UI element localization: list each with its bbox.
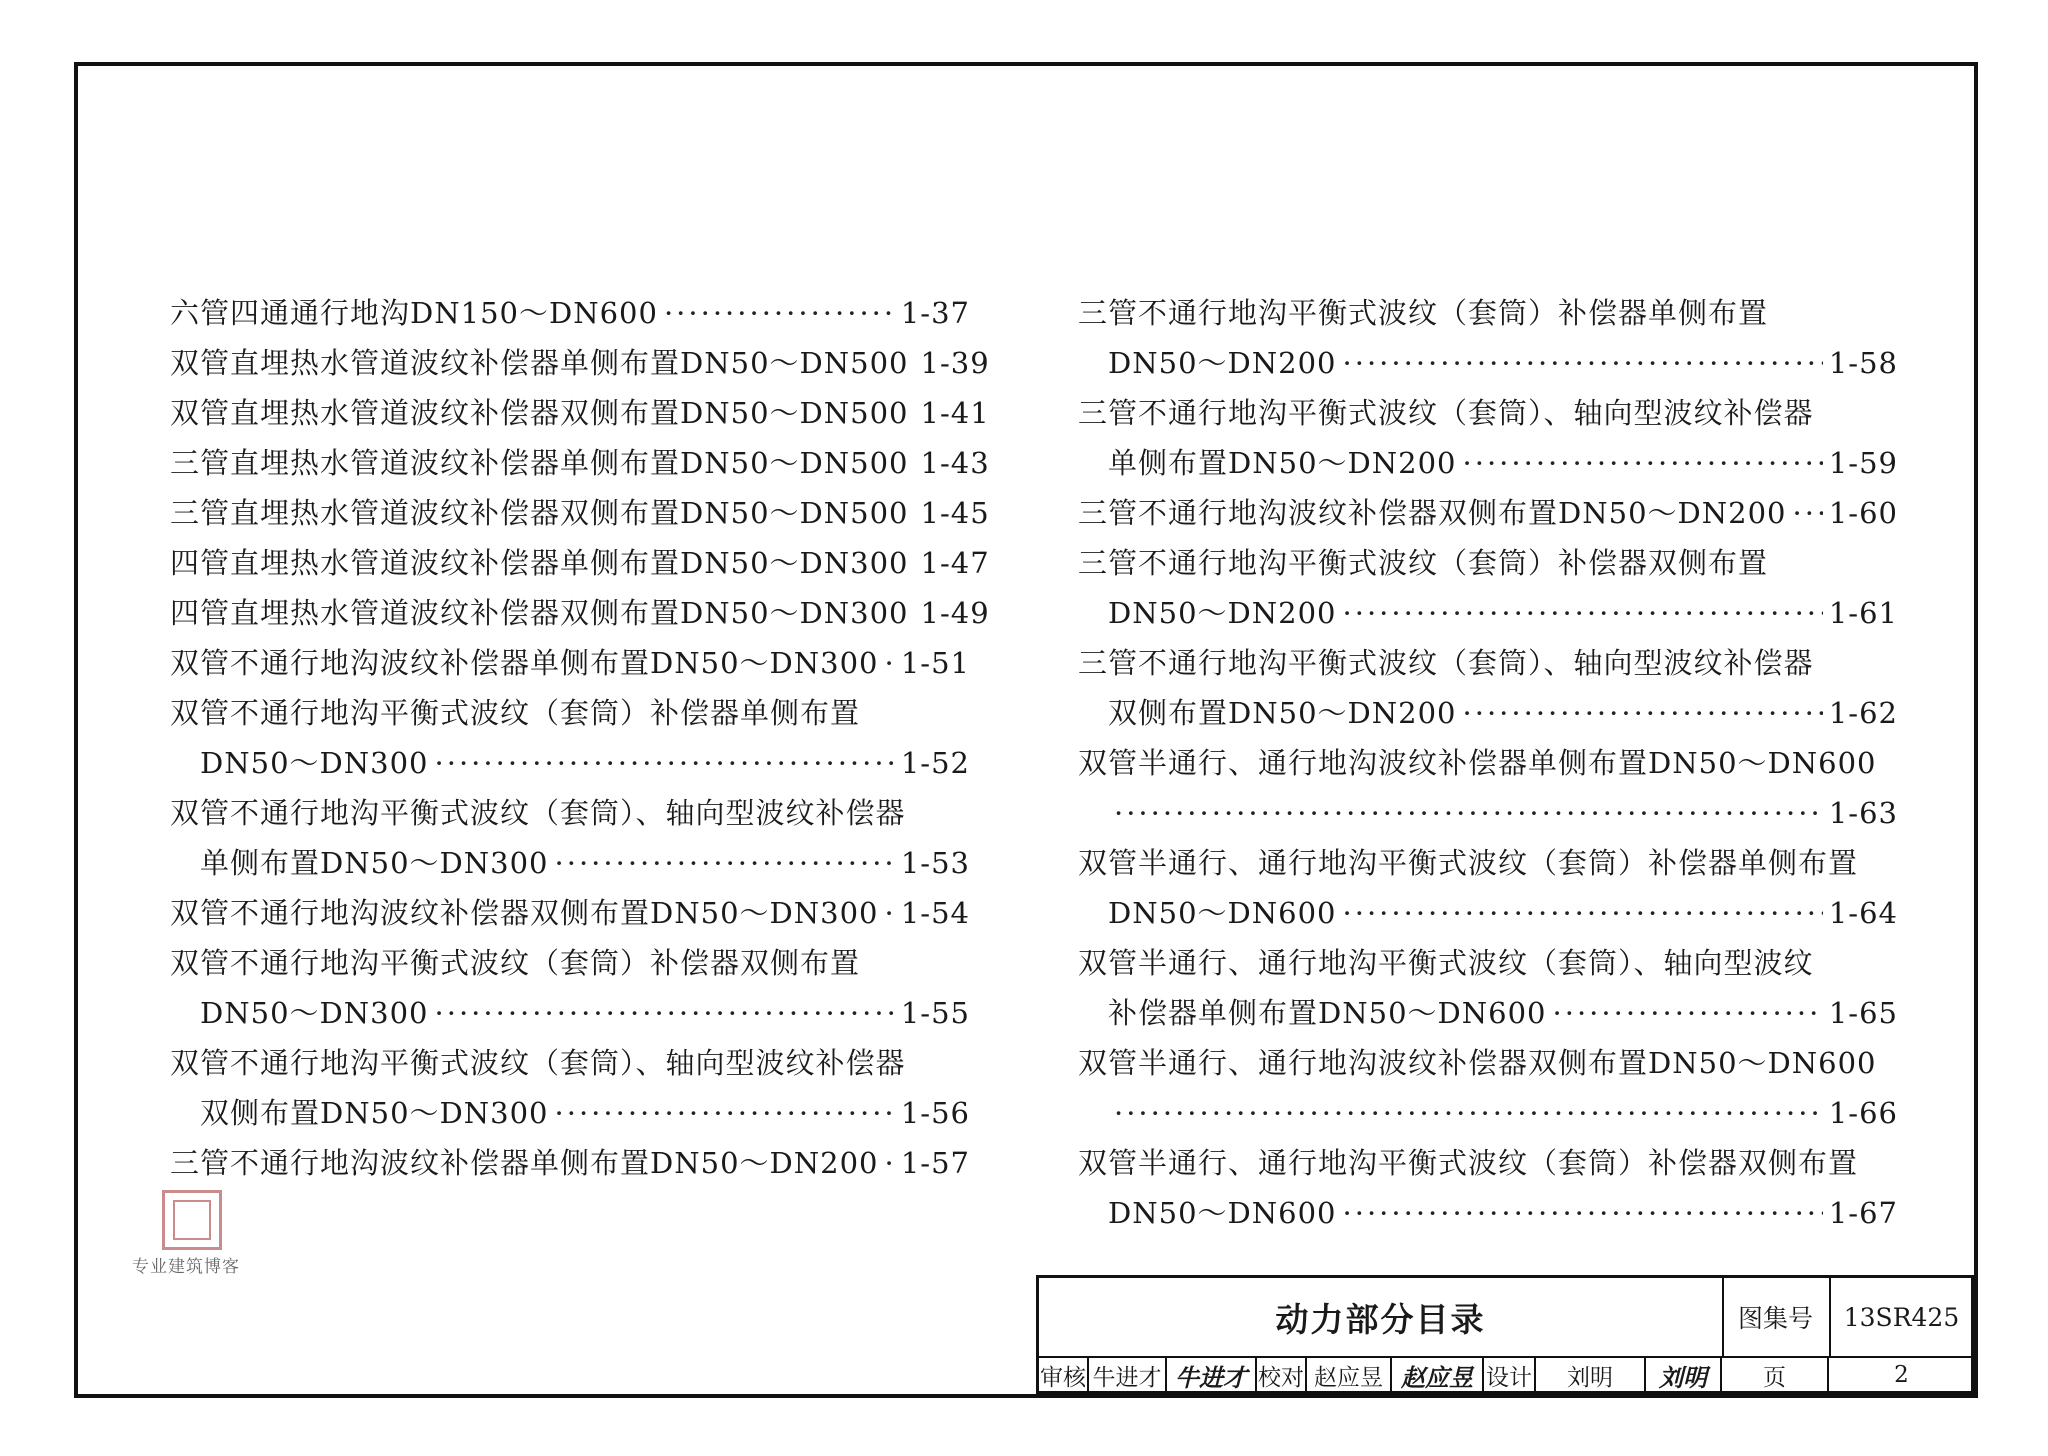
toc-entry-page: 1-61 <box>1828 596 1898 630</box>
toc-entry-page: 1-64 <box>1828 896 1898 930</box>
toc-left-column <box>170 288 990 1188</box>
toc-entry-title: 单侧布置DN50～DN300 <box>200 846 549 880</box>
toc-entry-title: 双管不通行地沟波纹补偿器双侧布置DN50～DN300 <box>170 896 879 930</box>
toc-entry <box>170 638 970 688</box>
checker-name: 赵应昱 <box>1307 1356 1392 1394</box>
toc-entry-title-line: 双管半通行、通行地沟平衡式波纹（套筒）补偿器双侧布置 <box>1078 1146 1859 1180</box>
toc-entry-title-line: 三管不通行地沟平衡式波纹（套筒）、轴向型波纹补偿器 <box>1078 646 1814 680</box>
toc-entry <box>170 888 970 938</box>
toc-entry-page: 1-49 <box>920 596 990 630</box>
toc-entry <box>170 338 990 388</box>
toc-entry <box>170 988 970 1038</box>
toc-entry-page: 1-55 <box>900 996 970 1030</box>
toc-entry <box>170 738 970 788</box>
dot-leader <box>1553 988 1823 1038</box>
toc-entry-title: 三管直埋热水管道波纹补偿器单侧布置DN50～DN500 <box>170 446 909 480</box>
toc-entry-title-line: 三管不通行地沟平衡式波纹（套筒）补偿器双侧布置 <box>1078 546 1769 580</box>
toc-entry-title: 六管四通通行地沟DN150～DN600 <box>170 296 658 330</box>
toc-entry <box>170 488 990 538</box>
toc-entry-page: 1-47 <box>920 546 990 580</box>
toc-entry-title: 四管直埋热水管道波纹补偿器单侧布置DN50～DN300 <box>170 546 909 580</box>
toc-entry-title: DN50～DN200 <box>1108 596 1337 630</box>
toc-entry <box>1078 338 1898 388</box>
check-label: 校对 <box>1257 1356 1307 1394</box>
dot-leader <box>1343 338 1823 388</box>
toc-entry-title-line: 双管不通行地沟平衡式波纹（套筒）、轴向型波纹补偿器 <box>170 796 906 830</box>
toc-entry-page: 1-43 <box>920 446 990 480</box>
dot-leader <box>664 288 895 338</box>
toc-entry-page: 1-37 <box>900 296 970 330</box>
toc-entry-title: 双管不通行地沟波纹补偿器单侧布置DN50～DN300 <box>170 646 879 680</box>
toc-entry-page: 1-66 <box>1828 1096 1898 1130</box>
dot-leader <box>555 838 895 888</box>
toc-entry-page: 1-60 <box>1828 496 1898 530</box>
toc-entry <box>170 388 990 438</box>
toc-entry-page: 1-58 <box>1828 346 1898 380</box>
toc-entry-title: 三管不通行地沟波纹补偿器单侧布置DN50～DN200 <box>170 1146 879 1180</box>
designer-name: 刘明 <box>1536 1356 1646 1394</box>
drawing-title: 动力部分目录 <box>1039 1278 1724 1356</box>
dot-leader <box>1793 488 1823 538</box>
toc-entry <box>1078 888 1898 938</box>
dot-leader <box>435 988 895 1038</box>
dot-leader <box>1343 588 1823 638</box>
toc-entry <box>1078 488 1898 538</box>
reviewer-name: 牛进才 <box>1089 1356 1167 1394</box>
dot-leader <box>885 888 895 938</box>
dot-leader <box>435 738 895 788</box>
toc-entry-title-line: 三管不通行地沟平衡式波纹（套筒）、轴向型波纹补偿器 <box>1078 396 1814 430</box>
dot-leader <box>1463 688 1823 738</box>
page-number: 2 <box>1894 1362 1909 1388</box>
dot-leader <box>1463 438 1823 488</box>
toc-entry-title-line: 双管不通行地沟平衡式波纹（套筒）补偿器双侧布置 <box>170 946 861 980</box>
toc-entry-title: DN50～DN300 <box>200 746 429 780</box>
dot-leader <box>885 638 895 688</box>
design-label: 设计 <box>1484 1356 1536 1394</box>
title-block <box>1036 1275 1974 1394</box>
toc-entry-page: 1-54 <box>900 896 970 930</box>
toc-entry-page: 1-57 <box>900 1146 970 1180</box>
toc-entry-page: 1-39 <box>920 346 990 380</box>
dot-leader <box>1114 1088 1823 1138</box>
toc-entry-title: 补偿器单侧布置DN50～DN600 <box>1108 996 1547 1030</box>
toc-entry <box>1078 438 1898 488</box>
toc-entry-page: 1-41 <box>920 396 990 430</box>
toc-entry-title-line: 双管半通行、通行地沟平衡式波纹（套筒）、轴向型波纹 <box>1078 946 1814 980</box>
toc-entry <box>170 1088 970 1138</box>
toc-entry <box>170 838 970 888</box>
toc-entry-title: 双管直埋热水管道波纹补偿器双侧布置DN50～DN500 <box>170 396 909 430</box>
dot-leader <box>1343 888 1823 938</box>
set-number-label: 图集号 <box>1722 1278 1831 1356</box>
set-number: 13SR425 <box>1843 1302 1960 1332</box>
toc-entry <box>1078 988 1898 1038</box>
toc-right-column <box>1078 288 1898 1238</box>
toc-entry-title: 双侧布置DN50～DN300 <box>200 1096 549 1130</box>
toc-entry-title: DN50～DN300 <box>200 996 429 1030</box>
toc-entry-page: 1-63 <box>1828 796 1898 830</box>
toc-entry-title-line: 双管不通行地沟平衡式波纹（套筒）、轴向型波纹补偿器 <box>170 1046 906 1080</box>
stamp-caption: 专业建筑博客 <box>132 1257 240 1277</box>
dot-leader <box>555 1088 895 1138</box>
toc-entry-title-line: 双管半通行、通行地沟波纹补偿器双侧布置DN50～DN600 <box>1078 1046 1877 1080</box>
reviewer-signature: 牛进才 <box>1167 1356 1257 1394</box>
toc-entry-page: 1-45 <box>920 496 990 530</box>
toc-entry-title-line: 双管半通行、通行地沟波纹补偿器单侧布置DN50～DN600 <box>1078 746 1877 780</box>
toc-entry-page: 1-56 <box>900 1096 970 1130</box>
toc-entry-page: 1-59 <box>1828 446 1898 480</box>
toc-entry-title-line: 三管不通行地沟平衡式波纹（套筒）补偿器单侧布置 <box>1078 296 1769 330</box>
toc-entry-title: DN50～DN600 <box>1108 896 1337 930</box>
toc-entry-page: 1-67 <box>1828 1196 1898 1230</box>
toc-entry-title-line: 双管半通行、通行地沟平衡式波纹（套筒）补偿器单侧布置 <box>1078 846 1859 880</box>
toc-entry <box>1078 1188 1898 1238</box>
toc-entry-title: DN50～DN600 <box>1108 1196 1337 1230</box>
toc-entry-page: 1-62 <box>1828 696 1898 730</box>
toc-entry <box>170 588 990 638</box>
toc-entry <box>170 438 990 488</box>
toc-entry-title-line: 双管不通行地沟平衡式波纹（套筒）补偿器单侧布置 <box>170 696 861 730</box>
toc-entry-title: 三管直埋热水管道波纹补偿器双侧布置DN50～DN500 <box>170 496 909 530</box>
toc-entry-title: 四管直埋热水管道波纹补偿器双侧布置DN50～DN300 <box>170 596 909 630</box>
dot-leader <box>885 1138 895 1188</box>
seal-stamp <box>162 1190 222 1250</box>
toc-entry-page: 1-52 <box>900 746 970 780</box>
toc-entry-page: 1-53 <box>900 846 970 880</box>
toc-entry <box>1078 788 1898 838</box>
toc-entry <box>1078 688 1898 738</box>
designer-signature: 刘明 <box>1646 1356 1722 1394</box>
page-label: 页 <box>1722 1356 1829 1394</box>
checker-signature: 赵应昱 <box>1392 1356 1484 1394</box>
toc-entry <box>1078 588 1898 638</box>
toc-entry-title: DN50～DN200 <box>1108 346 1337 380</box>
toc-entry-page: 1-51 <box>900 646 970 680</box>
toc-entry-title: 三管不通行地沟波纹补偿器双侧布置DN50～DN200 <box>1078 496 1787 530</box>
toc-entry <box>170 288 970 338</box>
toc-entry-title: 双侧布置DN50～DN200 <box>1108 696 1457 730</box>
toc-entry <box>170 538 990 588</box>
toc-entry-title: 单侧布置DN50～DN200 <box>1108 446 1457 480</box>
toc-entry-title: 双管直埋热水管道波纹补偿器单侧布置DN50～DN500 <box>170 346 909 380</box>
toc-entry <box>1078 1088 1898 1138</box>
toc-entry-page: 1-65 <box>1828 996 1898 1030</box>
dot-leader <box>1114 788 1823 838</box>
review-label: 审核 <box>1039 1356 1089 1394</box>
dot-leader <box>1343 1188 1823 1238</box>
toc-entry <box>170 1138 970 1188</box>
